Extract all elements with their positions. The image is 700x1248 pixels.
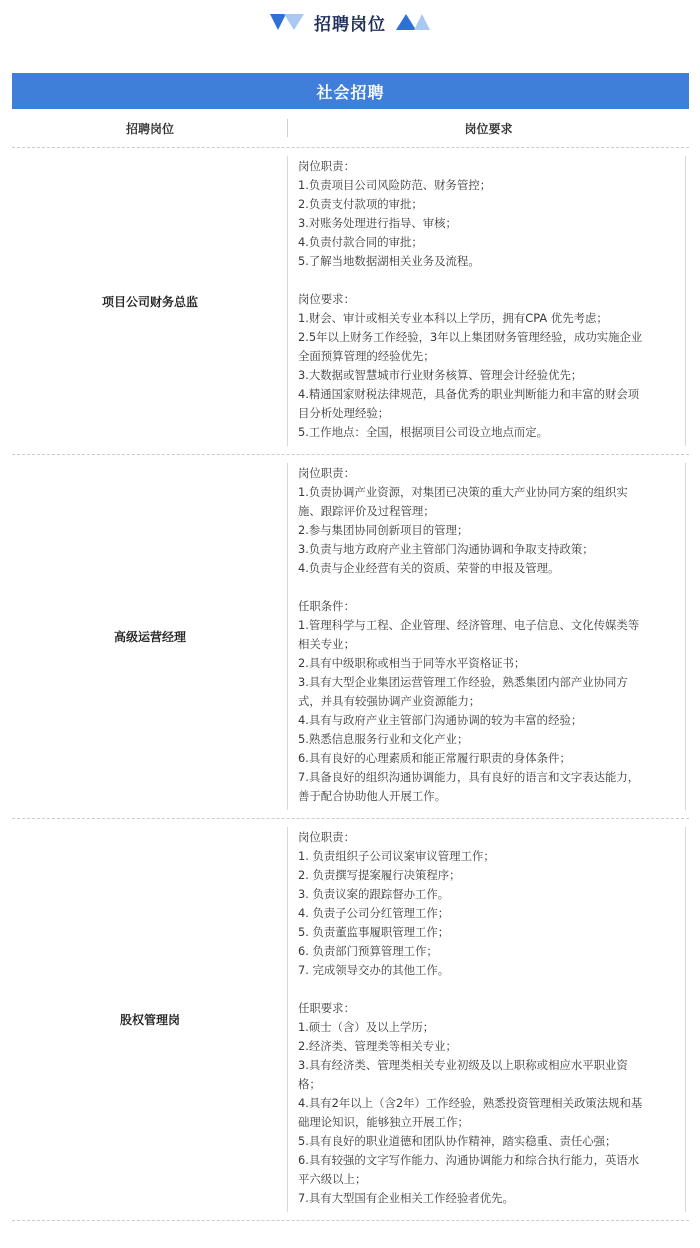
requirement-line: 5.工作地点：全国，根据项目公司设立地点而定。 — [298, 425, 549, 439]
requirement-line: 6.具有较强的文字写作能力、沟通协调能力和综合执行能力，英语水 — [298, 1153, 640, 1167]
requirement-line: 岗位职责： — [298, 830, 355, 844]
requirement-line: 5.了解当地数据湖相关业务及流程。 — [298, 254, 480, 268]
column-divider — [287, 156, 288, 446]
table-row — [12, 819, 689, 1221]
requirement-line: 任职要求： — [298, 1001, 355, 1015]
column-divider — [287, 827, 288, 1212]
requirement-line: 4.负责付款合同的审批； — [298, 235, 423, 249]
job-requirements — [298, 148, 689, 454]
requirement-line: 4.具有2年以上（含2年）工作经验，熟悉投资管理相关政策法规和基 — [298, 1096, 643, 1110]
paragraph-gap — [298, 980, 675, 999]
requirement-line: 任职条件： — [298, 599, 355, 613]
requirement-line: 2.参与集团协同创新项目的管理； — [298, 523, 469, 537]
job-position: 高级运营经理 — [113, 630, 186, 644]
requirement-line: 7. 完成领导交办的其他工作。 — [298, 963, 450, 977]
requirement-line: 2.具有中级职称或相当于同等水平资格证书； — [298, 656, 526, 670]
job-requirements — [298, 455, 689, 818]
triangle-right-icon — [396, 13, 430, 31]
requirement-line: 式，并具有较强协调产业资源能力； — [298, 694, 481, 708]
requirement-line: 3.大数据或智慧城市行业财务核算、管理会计经验优先； — [298, 368, 583, 382]
section-header — [0, 0, 700, 44]
requirement-line: 5.具有良好的职业道德和团队协作精神，踏实稳重、责任心强； — [298, 1134, 617, 1148]
requirement-line: 岗位要求： — [298, 292, 355, 306]
requirement-line: 3.具有大型企业集团运营管理工作经验，熟悉集团内部产业协同方 — [298, 675, 628, 689]
column-divider — [287, 463, 288, 810]
requirement-line: 4.负责与企业经营有关的资质、荣誉的申报及管理。 — [298, 561, 560, 575]
requirement-line: 3.对账务处理进行指导、审核； — [298, 216, 457, 230]
requirement-line: 4. 负责子公司分红管理工作； — [298, 906, 450, 920]
job-position: 股权管理岗 — [119, 1013, 180, 1027]
requirement-line: 6.具有良好的心理素质和能正常履行职责的身体条件； — [298, 751, 571, 765]
job-requirements — [298, 819, 689, 1220]
page-title: 招聘岗位 — [314, 14, 386, 35]
requirement-line: 1.财会、审计或相关专业本科以上学历，拥有CPA 优先考虑； — [298, 311, 608, 325]
requirement-line: 1.管理科学与工程、企业管理、经济管理、电子信息、文化传媒类等 — [298, 618, 640, 632]
row-right-border — [685, 827, 686, 1212]
column-header-requirement: 岗位要求 — [464, 121, 513, 136]
requirement-line: 5.熟悉信息服务行业和文化产业； — [298, 732, 469, 746]
column-header-position: 招聘岗位 — [125, 121, 174, 136]
requirement-line: 3.负责与地方政府产业主管部门沟通协调和争取支持政策； — [298, 542, 594, 556]
triangle-left-icon — [270, 13, 304, 31]
requirement-line: 平六级以上； — [298, 1172, 367, 1186]
requirement-line: 目分析处理经验； — [298, 406, 390, 420]
paragraph-gap — [298, 578, 675, 597]
row-right-border — [685, 156, 686, 446]
table-row — [12, 455, 689, 819]
recruitment-table — [12, 73, 689, 1221]
requirement-line: 础理论知识，能够独立开展工作； — [298, 1115, 469, 1129]
requirement-line: 2. 负责撰写提案履行决策程序； — [298, 868, 461, 882]
requirement-line: 施、跟踪评价及过程管理； — [298, 504, 435, 518]
requirement-line: 善于配合协助他人开展工作。 — [298, 789, 447, 803]
requirement-line: 1.负责项目公司风险防范、财务管控； — [298, 178, 492, 192]
requirement-line: 7.具备良好的组织沟通协调能力，具有良好的语言和文字表达能力， — [298, 770, 640, 784]
requirement-line: 1.负责协调产业资源，对集团已决策的重大产业协同方案的组织实 — [298, 485, 628, 499]
requirement-line: 3.具有经济类、管理类相关专业初级及以上职称或相应水平职业资 — [298, 1058, 628, 1072]
table-banner: 社会招聘 — [12, 73, 689, 109]
requirement-line: 格； — [298, 1077, 321, 1091]
paragraph-gap — [298, 271, 675, 290]
job-position: 项目公司财务总监 — [101, 294, 198, 309]
requirement-line: 2.5年以上财务工作经验，3年以上集团财务管理经验，成功实施企业 — [298, 330, 643, 344]
requirement-line: 2.负责支付款项的审批； — [298, 197, 423, 211]
requirement-line: 7.具有大型国有企业相关工作经验者优先。 — [298, 1191, 514, 1205]
requirement-line: 岗位职责： — [298, 159, 355, 173]
row-right-border — [685, 463, 686, 810]
requirement-line: 6. 负责部门预算管理工作； — [298, 944, 438, 958]
table-header-row — [12, 109, 689, 148]
requirement-line: 1. 负责组织子公司议案审议管理工作； — [298, 849, 495, 863]
requirement-line: 相关专业； — [298, 637, 355, 651]
requirement-line: 5. 负责董监事履职管理工作； — [298, 925, 450, 939]
requirement-line: 1.硕士（含）及以上学历； — [298, 1020, 435, 1034]
table-row — [12, 148, 689, 455]
requirement-line: 岗位职责： — [298, 466, 355, 480]
requirement-line: 4.精通国家财税法律规范，具备优秀的职业判断能力和丰富的财会项 — [298, 387, 640, 401]
requirement-line: 2.经济类、管理类等相关专业； — [298, 1039, 457, 1053]
requirement-line: 3. 负责议案的跟踪督办工作。 — [298, 887, 450, 901]
requirement-line: 4.具有与政府产业主管部门沟通协调的较为丰富的经验； — [298, 713, 583, 727]
requirement-line: 全面预算管理的经验优先； — [298, 349, 435, 363]
table-body — [12, 148, 689, 1221]
